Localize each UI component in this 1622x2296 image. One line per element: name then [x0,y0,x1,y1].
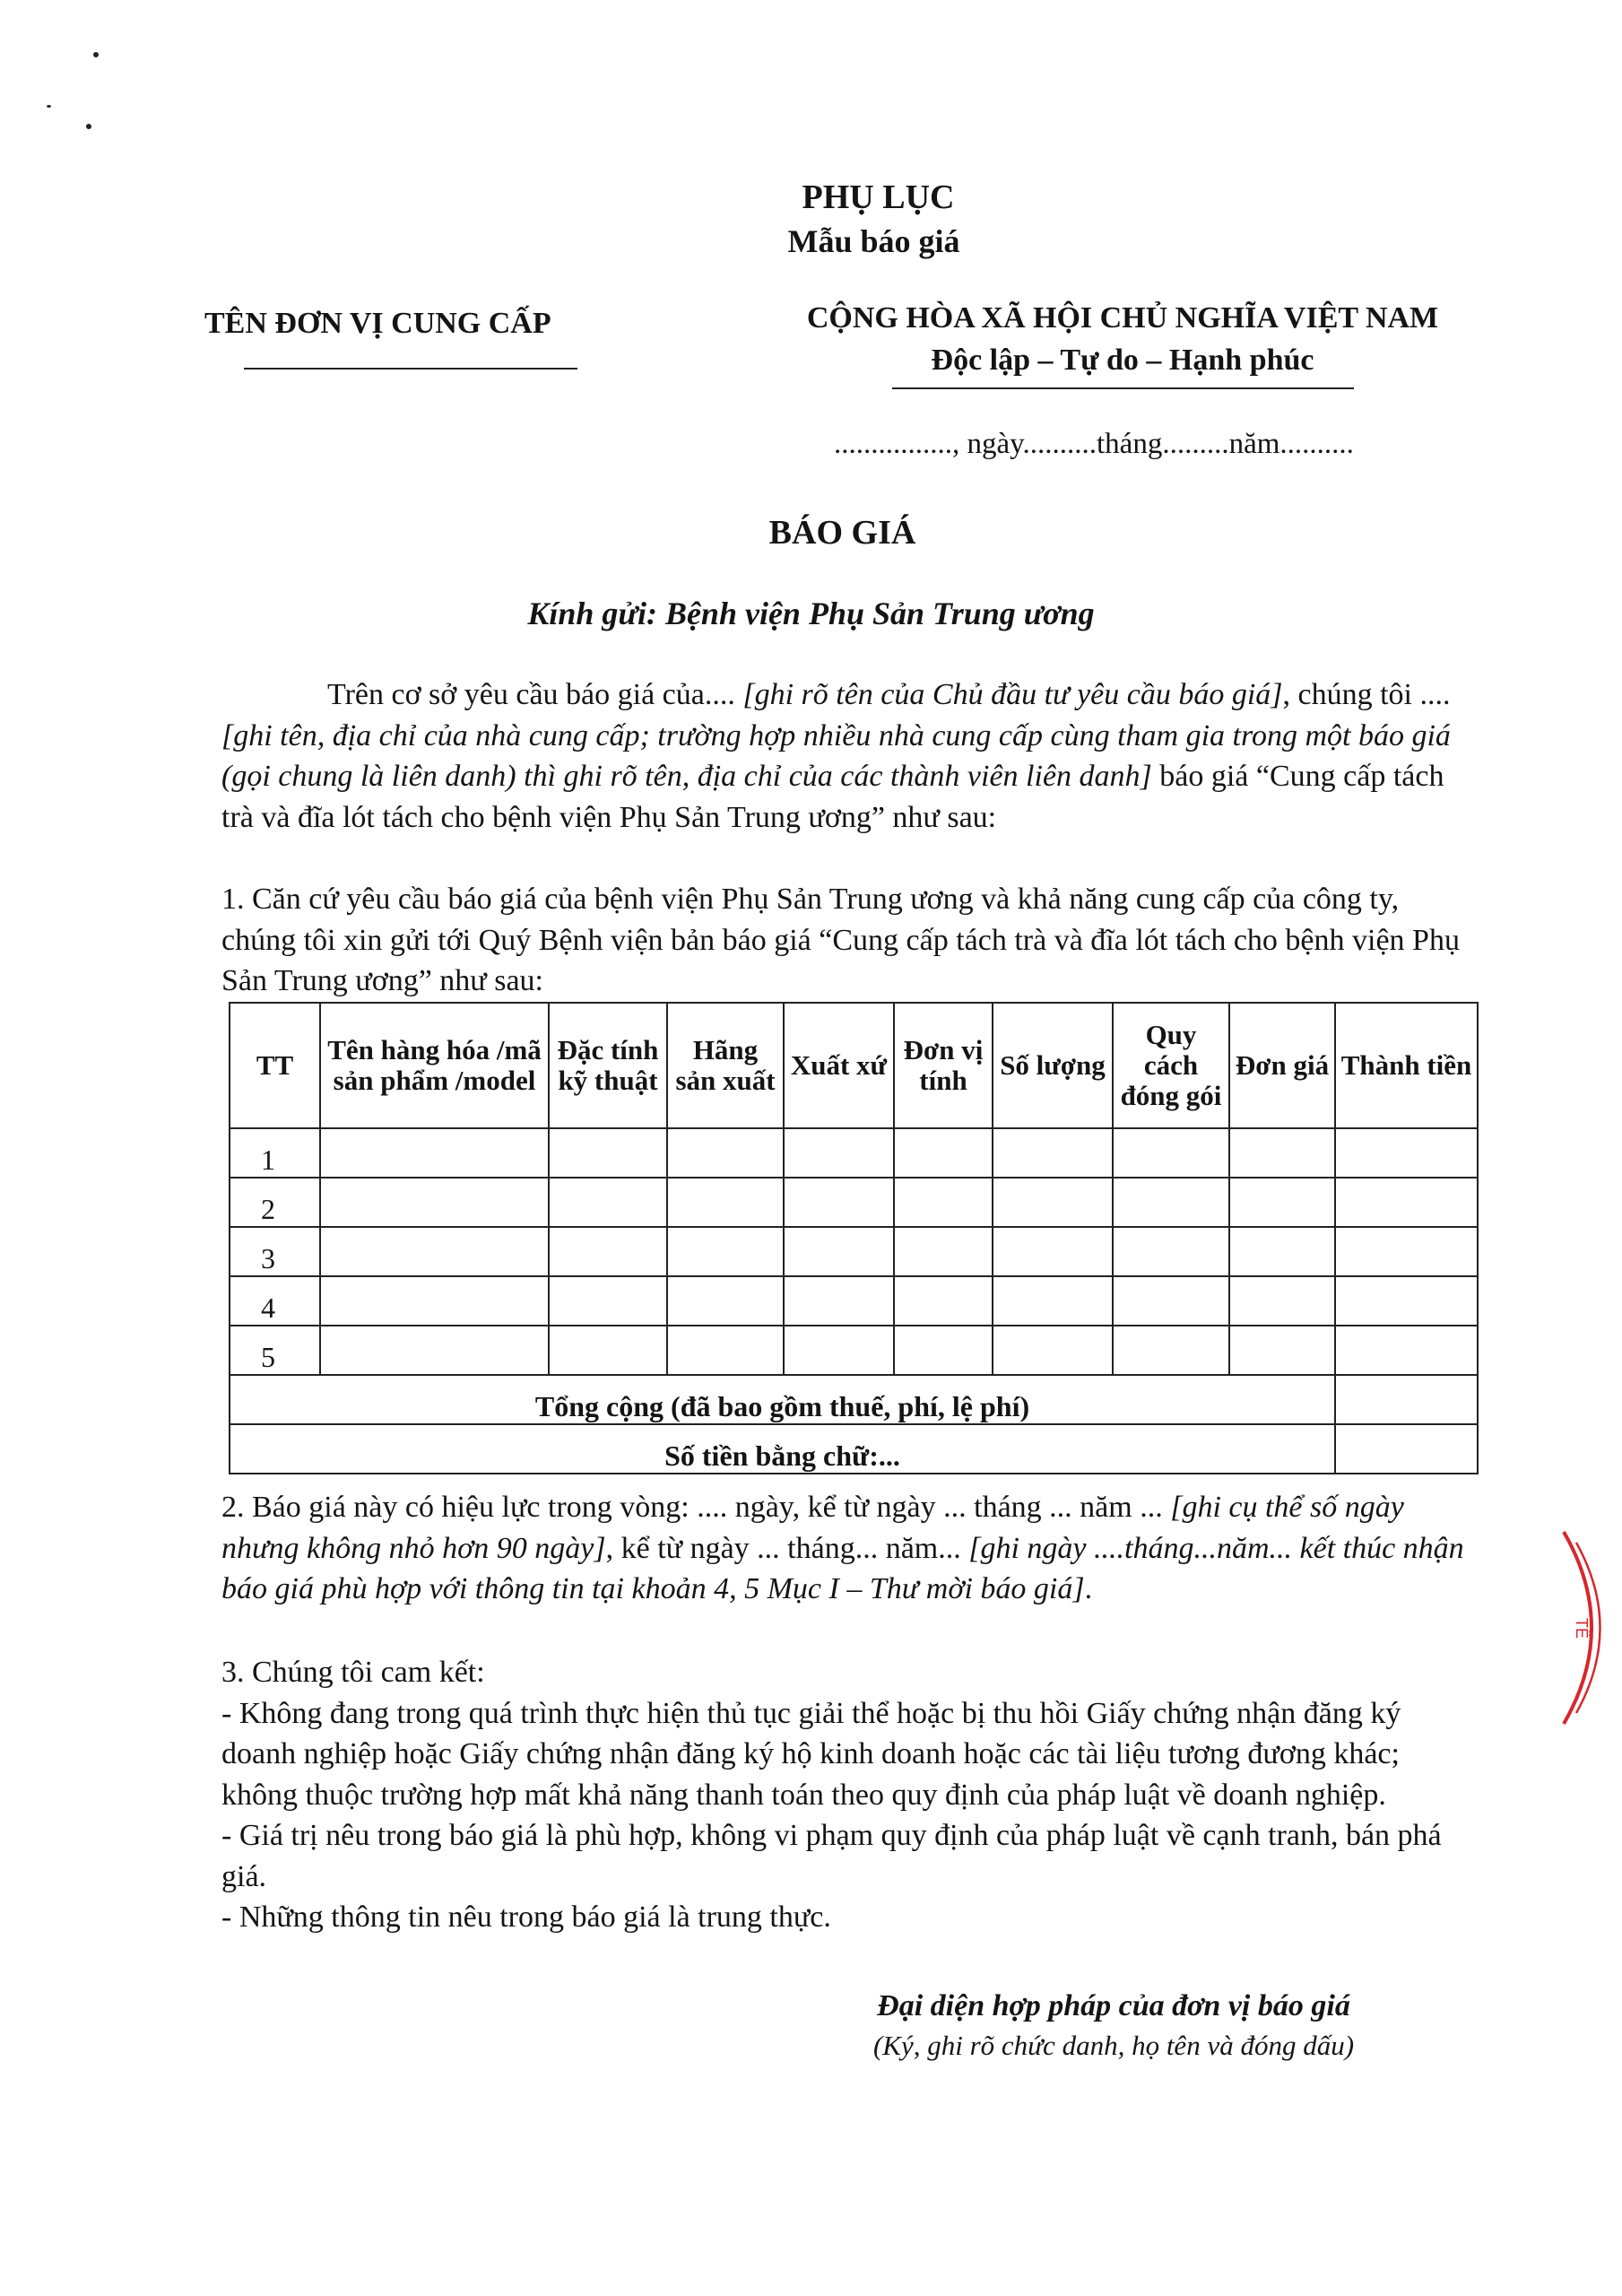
appendix-subtitle: Mẫu báo giá [787,223,960,259]
amount-in-words-value-cell [1335,1424,1478,1474]
table-cell [894,1128,993,1178]
table-cell [1335,1178,1478,1227]
table-cell [993,1276,1113,1326]
supplier-name-placeholder: TÊN ĐƠN VỊ CUNG CẤP [204,307,551,340]
section-2-note: [ghi cụ thể số ngày nhưng không nhỏ hơn 90 ngày] [221,1491,1404,1565]
table-cell [1113,1326,1229,1375]
intro-text: Trên cơ sở yêu cầu báo giá của.... [327,678,743,711]
greeting-line: Kính gửi: Bệnh viện Phụ Sản Trung ương [527,596,1095,631]
motto-underline [892,387,1354,389]
column-header-qty: Số lượng [993,1003,1113,1128]
table-cell [320,1128,549,1178]
table-cell [320,1178,549,1227]
table-cell [549,1227,667,1276]
table-cell [1113,1276,1229,1326]
table-cell [993,1326,1113,1375]
table-cell [1335,1326,1478,1375]
table-row [230,1326,1478,1375]
quote-table [229,1002,1479,1474]
column-header-packing: Quy cách đóng gói [1113,1003,1229,1128]
section-1 [221,879,1479,1002]
commitment-item: - Những thông tin nêu trong báo giá là trung thực. [221,1900,831,1934]
section-2 [221,1487,1479,1610]
table-cell [320,1276,549,1326]
signature-note: (Ký, ghi rõ chức danh, họ tên và đóng dấu) [872,2030,1355,2061]
national-title: CỘNG HÒA XÃ HỘI CHỦ NGHĨA VIỆT NAM [806,301,1439,335]
table-cell [667,1178,784,1227]
table-cell [320,1326,549,1375]
column-header-amount: Thành tiền [1335,1003,1478,1128]
table-cell [320,1227,549,1276]
table-cell [667,1276,784,1326]
table-row [230,1276,1478,1326]
row-number: 5 [230,1326,320,1375]
section-2-note: [ghi ngày ....tháng...năm... kết thúc nhận báo giá phù hợp với thông tin tại khoản 4, 5 Mục I – Thư mời báo giá] [221,1531,1464,1605]
total-row [230,1375,1478,1424]
table-cell [993,1178,1113,1227]
table-cell [1229,1128,1335,1178]
table-cell [1335,1227,1478,1276]
appendix-title: PHỤ LỤC [802,178,955,216]
total-label: Tổng cộng (đã bao gồm thuế, phí, lệ phí) [230,1375,1335,1424]
total-value-cell [1335,1375,1478,1424]
table-cell [1113,1227,1229,1276]
date-line: ................, ngày..........tháng.........năm.......... [834,428,1354,460]
scan-speck [86,124,91,129]
intro-note: [ghi rõ tên của Chủ đầu tư yêu cầu báo giá] [742,678,1283,711]
intro-text: , chúng tôi .... [1282,678,1451,711]
table-row [230,1227,1478,1276]
table-row [230,1178,1478,1227]
table-cell [784,1326,894,1375]
table-cell [549,1326,667,1375]
table-cell [667,1227,784,1276]
table-cell [1113,1128,1229,1178]
table-cell [784,1178,894,1227]
section-3 [221,1652,1479,1938]
intro-text: báo giá “Cung cấp tách trà và đĩa lót tách cho bệnh viện Phụ Sản Trung ương” như sau: [221,760,1444,834]
table-cell [1335,1276,1478,1326]
table-cell [784,1276,894,1326]
table-cell [894,1178,993,1227]
table-header-row [230,1003,1478,1128]
row-number: 1 [230,1128,320,1178]
table-cell [549,1276,667,1326]
table-cell [993,1227,1113,1276]
scan-speck [93,52,99,57]
table-cell [1229,1227,1335,1276]
intro-paragraph [221,674,1479,838]
table-row [230,1128,1478,1178]
table-cell [1229,1326,1335,1375]
column-header-spec: Đặc tính kỹ thuật [549,1003,667,1128]
table-cell [667,1128,784,1178]
supplier-underline [244,368,577,370]
section-2-text: . [1084,1572,1093,1605]
table-cell [784,1227,894,1276]
table-cell [1229,1178,1335,1227]
table-cell [667,1326,784,1375]
signature-title: Đại diện hợp pháp của đơn vị báo giá [877,1989,1350,2022]
table-cell [784,1128,894,1178]
row-number: 3 [230,1227,320,1276]
row-number: 2 [230,1178,320,1227]
table-cell [549,1128,667,1178]
table-cell [894,1227,993,1276]
section-1-text: 1. Căn cứ yêu cầu báo giá của bệnh viện Phụ Sản Trung ương và khả năng cung cấp của công ty, chúng tôi xin gửi tới Quý Bệnh viện bản báo giá “Cung cấp tách trà và đĩa lót tách cho bệnh viện Phụ Sản Trung ương” như sau: [221,883,1460,997]
section-3-heading: 3. Chúng tôi cam kết: [221,1656,485,1689]
table-cell [549,1178,667,1227]
column-header-maker: Hãng sản xuất [667,1003,784,1128]
table-cell [894,1326,993,1375]
scan-speck [47,105,51,108]
table-cell [993,1128,1113,1178]
document-title: BÁO GIÁ [768,514,916,552]
column-header-name: Tên hàng hóa /mã sản phẩm /model [320,1003,549,1128]
section-2-text: , kể từ ngày ... tháng... năm... [605,1531,969,1565]
table-cell [1229,1276,1335,1326]
column-header-origin: Xuất xứ [784,1003,894,1128]
column-header-unit: Đơn vị tính [894,1003,993,1128]
row-number: 4 [230,1276,320,1326]
table-cell [1335,1128,1478,1178]
table-cell [894,1276,993,1326]
column-header-tt: TT [230,1003,320,1128]
commitment-item: - Giá trị nêu trong báo giá là phù hợp, không vi phạm quy định của pháp luật về cạnh tranh, bán phá giá. [221,1819,1442,1893]
amount-in-words-label: Số tiền bằng chữ:... [230,1424,1335,1474]
intro-note: [ghi tên, địa chỉ của nhà cung cấp; trường hợp nhiều nhà cung cấp cùng tham gia trong một báo giá (gọi chung là liên danh) thì ghi rõ tên, địa chỉ của các thành viên liên danh] [221,718,1451,793]
commitment-item: - Không đang trong quá trình thực hiện thủ tục giải thể hoặc bị thu hồi Giấy chứng nhận đăng ký doanh nghiệp hoặc Giấy chứng nhận đăng ký hộ kinh doanh hoặc các tài liệu tương đương khác; không thuộc trường hợp mất khả năng thanh toán theo quy định của pháp luật về doanh nghiệp. [221,1696,1401,1812]
stamp-text: TÊ [1573,1618,1591,1639]
section-2-text: 2. Báo giá này có hiệu lực trong vòng: .... ngày, kể từ ngày ... tháng ... năm ... [221,1491,1171,1524]
table-cell [1113,1178,1229,1227]
column-header-price: Đơn giá [1229,1003,1335,1128]
red-stamp-fragment [1557,1525,1610,1731]
national-motto: Độc lập – Tự do – Hạnh phúc [931,344,1314,377]
amount-in-words-row [230,1424,1478,1474]
